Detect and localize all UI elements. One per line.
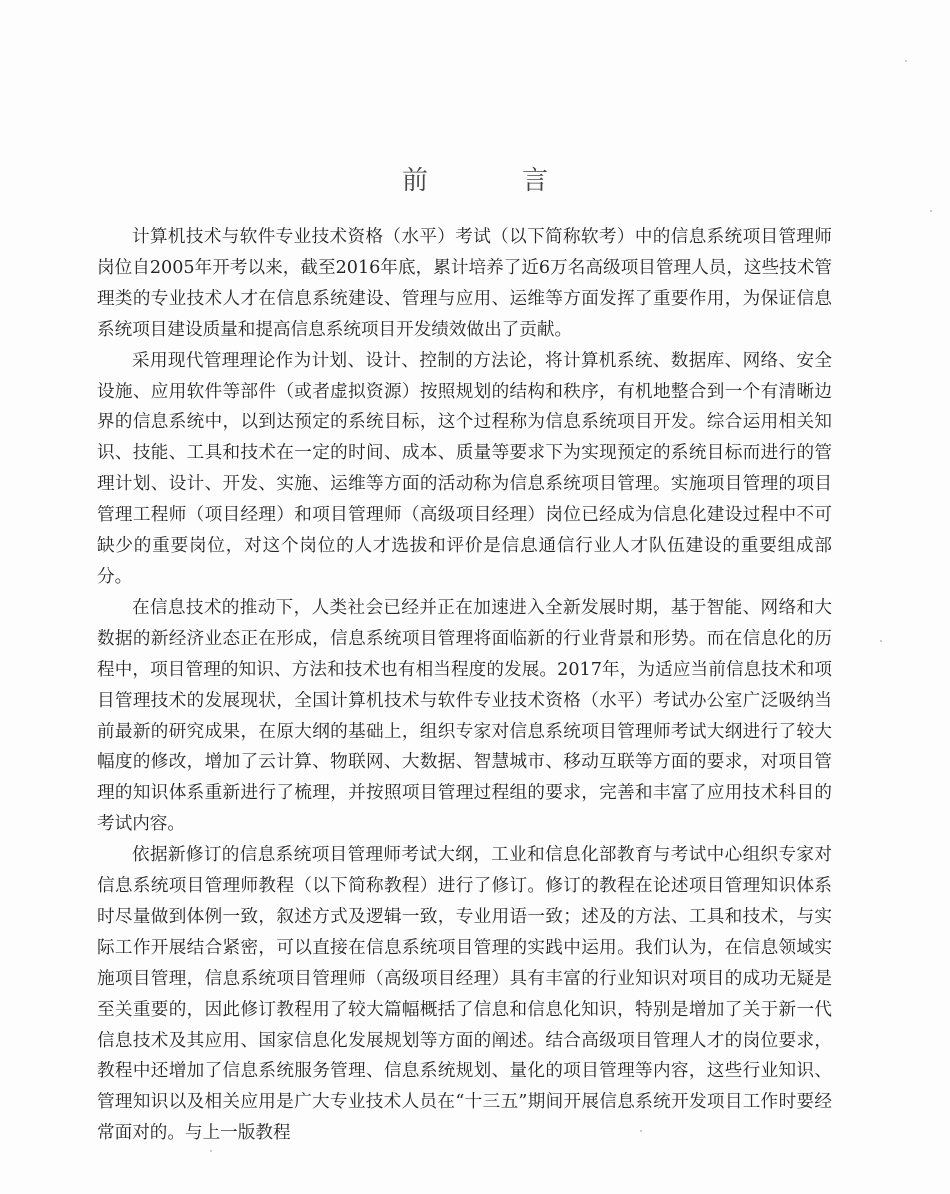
scan-speck: [640, 1130, 642, 1132]
scan-speck: [210, 1150, 212, 1152]
paragraph-3: 在信息技术的推动下，人类社会已经并正在加速进入全新发展时期，基于智能、网络和大数据的新经济业态正在形成，信息系统项目管理将面临新的行业背景和形势。而在信息化的历程中，项目管理的知识、方法和技术也有相当程度的发展。2017年，为适应当前信息技术和项目管理技术的发展现状，全国计算机技术与软件专业技术资格（水平）考试办公室广泛吸纳当前最新的研究成果，在原大纲的基础上，组织专家对信息系统项目管理师考试大纲进行了较大幅度的修改，增加了云计算、物联网、大数据、智慧城市、移动互联等方面的要求，对项目管理的知识体系重新进行了梳理，并按照项目管理过程组的要求，完善和丰富了应用技术科目的考试内容。: [97, 597, 832, 835]
page-title: 前 言: [401, 166, 582, 196]
paragraph-2: 采用现代管理理论作为计划、设计、控制的方法论，将计算机系统、数据库、网络、安全设施、应用软件等部件（或者虚拟资源）按照规划的结构和秩序，有机地整合到一个有清晰边界的信息系统中，以到达预定的系统目标，这个过程称为信息系统项目开发。综合运用相关知识、技能、工具和技术在一定的时间、成本、质量等要求下为实现预定的系统目标而进行的管理计划、设计、开发、实施、运维等方面的活动称为信息系统项目管理。实施项目管理的项目管理工程师（项目经理）和项目管理师（高级项目经理）岗位已经成为信息化建设过程中不可缺少的重要岗位，对这个岗位的人才选拔和评价是信息通信行业人才队伍建设的重要组成部分。: [97, 350, 832, 587]
scan-speck: [905, 60, 907, 62]
body-text: [97, 222, 832, 1149]
paragraph-4: 依据新修订的信息系统项目管理师考试大纲，工业和信息化部教育与考试中心组织专家对信息系统项目管理师教程（以下简称教程）进行了修订。修订的教程在论述项目管理知识体系时尽量做到体例一致，叙述方式及逻辑一致，专业用语一致；述及的方法、工具和技术，与实际工作开展结合紧密，可以直接在信息系统项目管理的实践中运用。我们认为，在信息领域实施项目管理，信息系统项目管理师（高级项目经理）具有丰富的行业知识对项目的成功无疑是至关重要的，因此修订教程用了较大篇幅概括了信息和信息化知识，特别是增加了关于新一代信息技术及其应用、国家信息化发展规划等方面的阐述。结合高级项目管理人才的岗位要求，教程中还增加了信息系统服务管理、信息系统规划、量化的项目管理等内容，这些行业知识、管理知识以及相关应用是广大专业技术人员在“十三五”期间开展信息系统开发项目工作时要经常面对的。与上一版教程: [97, 845, 832, 1144]
paragraph-1: 计算机技术与软件专业技术资格（水平）考试（以下简称软考）中的信息系统项目管理师岗位自2005年开考以来，截至2016年底，累计培养了近6万名高级项目管理人员，这些技术管理类的专业技术人才在信息系统建设、管理与应用、运维等方面发挥了重要作用，为保证信息系统项目建设质量和提高信息系统项目开发绩效做出了贡献。: [97, 227, 832, 340]
scan-speck: [930, 210, 932, 212]
scan-speck: [880, 640, 882, 642]
